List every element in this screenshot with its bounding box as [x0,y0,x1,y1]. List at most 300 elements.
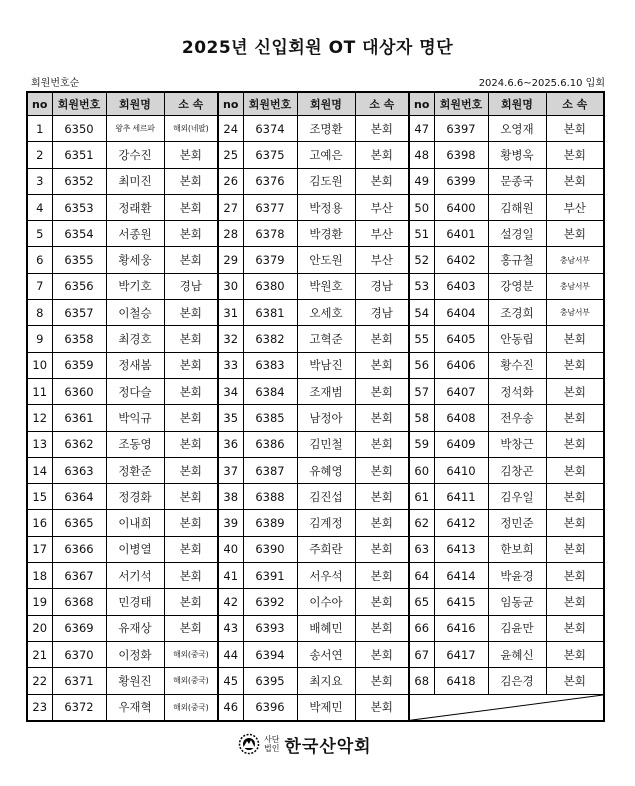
column-header: no [218,92,243,116]
member-name: 이내희 [106,510,164,536]
member-id: 6386 [243,431,297,457]
table-row [27,431,604,457]
member-name: 박정용 [297,194,355,220]
member-aff: 본회 [546,405,604,431]
member-name: 고혁준 [297,326,355,352]
member-name: 우재혁 [106,694,164,721]
member-id: 6417 [434,641,488,667]
member-name: 민경태 [106,589,164,615]
member-name: 남정아 [297,405,355,431]
member-id: 6381 [243,300,297,326]
member-id: 6384 [243,378,297,404]
table-row [27,194,604,220]
member-no: 42 [218,589,243,615]
member-name: 김도원 [297,168,355,194]
table-body [27,116,604,721]
table-row [27,563,604,589]
table-row [27,300,604,326]
table-row [27,273,604,299]
member-id: 6402 [434,247,488,273]
member-aff: 본회 [355,378,409,404]
member-aff: 본회 [164,300,218,326]
member-id: 6355 [52,247,106,273]
member-aff: 본회 [164,247,218,273]
column-header: 소 속 [355,92,409,116]
member-aff: 본회 [355,668,409,694]
table-row [27,326,604,352]
sort-note: 회원번호순 [31,78,80,89]
member-id: 6412 [434,510,488,536]
member-no: 54 [409,300,434,326]
member-name: 김계정 [297,510,355,536]
member-name: 박기호 [106,273,164,299]
member-no: 1 [27,116,52,142]
column-header: no [409,92,434,116]
member-aff: 본회 [164,484,218,510]
member-name: 김민철 [297,431,355,457]
member-no: 32 [218,326,243,352]
member-name: 윤혜신 [488,641,546,667]
member-no: 51 [409,221,434,247]
member-name: 황수진 [488,352,546,378]
table-row [27,484,604,510]
member-no: 38 [218,484,243,510]
member-no: 11 [27,378,52,404]
member-no: 10 [27,352,52,378]
member-no: 43 [218,615,243,641]
member-id: 6362 [52,431,106,457]
member-name: 주희란 [297,536,355,562]
table-row [27,221,604,247]
member-name: 박윤경 [488,563,546,589]
member-id: 6410 [434,457,488,483]
member-id: 6407 [434,378,488,404]
member-name: 정새봄 [106,352,164,378]
logo [238,731,372,757]
member-name: 조동영 [106,431,164,457]
member-aff: 본회 [355,168,409,194]
member-name: 정석화 [488,378,546,404]
member-id: 6397 [434,116,488,142]
member-name: 박익규 [106,405,164,431]
member-name: 정민준 [488,510,546,536]
member-name: 최미진 [106,168,164,194]
member-id: 6353 [52,194,106,220]
member-id: 6393 [243,615,297,641]
member-aff: 본회 [355,536,409,562]
member-name: 강수진 [106,142,164,168]
table-row [27,589,604,615]
member-aff: 본회 [546,142,604,168]
member-name: 김은경 [488,668,546,694]
member-id: 6357 [52,300,106,326]
member-name: 정경화 [106,484,164,510]
column-header: 회원명 [106,92,164,116]
member-id: 6361 [52,405,106,431]
table-row [27,668,604,694]
table-row [27,247,604,273]
member-aff: 부산 [355,194,409,220]
table-row [27,694,604,721]
member-no: 34 [218,378,243,404]
member-id: 6396 [243,694,297,721]
member-aff: 본회 [355,431,409,457]
member-id: 6409 [434,431,488,457]
member-no: 57 [409,378,434,404]
member-aff: 본회 [164,431,218,457]
member-aff: 경남 [355,300,409,326]
member-no: 24 [218,116,243,142]
member-id: 6365 [52,510,106,536]
member-name: 이정화 [106,641,164,667]
member-no: 58 [409,405,434,431]
member-id: 6350 [52,116,106,142]
member-id: 6399 [434,168,488,194]
member-id: 6374 [243,116,297,142]
member-no: 44 [218,641,243,667]
member-aff: 부산 [355,247,409,273]
member-name: 홍규철 [488,247,546,273]
member-aff: 본회 [355,641,409,667]
table-row [27,168,604,194]
member-no: 13 [27,431,52,457]
member-id: 6372 [52,694,106,721]
member-no: 31 [218,300,243,326]
member-id: 6398 [434,142,488,168]
logo-corp-label [264,735,279,753]
column-header: 회원번호 [243,92,297,116]
period-note: 2024.6.6~2025.6.10 입회 [478,78,605,89]
member-name: 유혜영 [297,457,355,483]
member-aff: 본회 [355,563,409,589]
member-no: 2 [27,142,52,168]
member-no: 39 [218,510,243,536]
member-name: 김우일 [488,484,546,510]
member-id: 6413 [434,536,488,562]
member-aff: 경남 [164,273,218,299]
member-name: 김윤만 [488,615,546,641]
member-id: 6379 [243,247,297,273]
member-no: 25 [218,142,243,168]
member-id: 6387 [243,457,297,483]
member-name: 강영분 [488,273,546,299]
member-name: 이수아 [297,589,355,615]
member-aff: 해외(중국) [164,668,218,694]
member-name: 전우송 [488,405,546,431]
member-name: 박경환 [297,221,355,247]
member-no: 17 [27,536,52,562]
member-name: 배혜민 [297,615,355,641]
member-name: 서종원 [106,221,164,247]
member-aff: 본회 [355,326,409,352]
member-id: 6351 [52,142,106,168]
column-header: 회원명 [488,92,546,116]
member-name: 박창근 [488,431,546,457]
member-no: 64 [409,563,434,589]
member-id: 6416 [434,615,488,641]
member-aff: 본회 [546,431,604,457]
member-no: 26 [218,168,243,194]
member-name: 임동균 [488,589,546,615]
member-aff: 본회 [546,563,604,589]
member-name: 박남진 [297,352,355,378]
member-aff: 본회 [164,536,218,562]
member-aff: 경남 [355,273,409,299]
column-header: 소 속 [546,92,604,116]
member-id: 6385 [243,405,297,431]
column-header: no [27,92,52,116]
member-no: 49 [409,168,434,194]
member-aff: 충남서부 [546,300,604,326]
member-aff: 본회 [164,589,218,615]
member-aff: 본회 [355,352,409,378]
member-no: 9 [27,326,52,352]
header-row [27,92,604,116]
member-aff: 본회 [546,221,604,247]
member-aff: 본회 [546,536,604,562]
member-name: 서기석 [106,563,164,589]
member-id: 6364 [52,484,106,510]
member-id: 6383 [243,352,297,378]
member-id: 6403 [434,273,488,299]
member-no: 46 [218,694,243,721]
member-id: 6377 [243,194,297,220]
member-aff: 충남서부 [546,273,604,299]
member-aff: 부산 [546,194,604,220]
member-no: 14 [27,457,52,483]
member-aff: 본회 [164,142,218,168]
table-row [27,116,604,142]
member-aff: 본회 [164,352,218,378]
member-id: 6391 [243,563,297,589]
member-aff: 부산 [355,221,409,247]
member-no: 48 [409,142,434,168]
table-row [27,352,604,378]
member-no: 59 [409,431,434,457]
member-no: 53 [409,273,434,299]
member-name: 이철승 [106,300,164,326]
member-no: 7 [27,273,52,299]
member-name: 황원진 [106,668,164,694]
member-aff: 본회 [355,615,409,641]
member-name: 박제민 [297,694,355,721]
member-aff: 본회 [546,484,604,510]
member-no: 35 [218,405,243,431]
member-name: 안동립 [488,326,546,352]
member-name: 설경일 [488,221,546,247]
member-no: 66 [409,615,434,641]
member-name: 김진섭 [297,484,355,510]
member-no: 20 [27,615,52,641]
member-aff: 본회 [546,378,604,404]
member-name: 황세웅 [106,247,164,273]
logo-corp-bottom: 법인 [264,744,280,753]
member-name: 서우석 [297,563,355,589]
member-name: 고예은 [297,142,355,168]
member-id: 6404 [434,300,488,326]
member-name: 정래환 [106,194,164,220]
member-id: 6389 [243,510,297,536]
logo-corp-top: 사단 [264,735,280,744]
member-no: 61 [409,484,434,510]
member-id: 6390 [243,536,297,562]
member-id: 6392 [243,589,297,615]
member-id: 6414 [434,563,488,589]
member-id: 6371 [52,668,106,694]
member-id: 6366 [52,536,106,562]
member-id: 6380 [243,273,297,299]
table-row [27,510,604,536]
member-id: 6369 [52,615,106,641]
member-aff: 본회 [355,457,409,483]
member-no: 56 [409,352,434,378]
member-aff: 본회 [355,116,409,142]
mountain-emblem-icon [238,733,260,755]
member-aff: 본회 [164,326,218,352]
member-name: 박원호 [297,273,355,299]
member-name: 최경호 [106,326,164,352]
member-name: 김해원 [488,194,546,220]
member-no: 4 [27,194,52,220]
member-aff: 본회 [546,457,604,483]
member-aff: 해외(중국) [164,694,218,721]
member-no: 40 [218,536,243,562]
member-aff: 본회 [355,405,409,431]
member-aff: 해외(네팔) [164,116,218,142]
member-id: 6376 [243,168,297,194]
member-aff: 본회 [164,378,218,404]
member-no: 68 [409,668,434,694]
table-row [27,405,604,431]
member-no: 60 [409,457,434,483]
member-name: 왕추 세르파 [106,116,164,142]
member-no: 6 [27,247,52,273]
table-row [27,536,604,562]
member-name: 조재범 [297,378,355,404]
member-no: 50 [409,194,434,220]
member-id: 6395 [243,668,297,694]
member-aff: 본회 [546,615,604,641]
member-id: 6354 [52,221,106,247]
member-no: 23 [27,694,52,721]
member-aff: 본회 [546,510,604,536]
member-aff: 충남서부 [546,247,604,273]
member-id: 6367 [52,563,106,589]
member-id: 6388 [243,484,297,510]
member-no: 30 [218,273,243,299]
member-no: 5 [27,221,52,247]
member-name: 오영재 [488,116,546,142]
table-row [27,641,604,667]
member-no: 15 [27,484,52,510]
member-name: 안도원 [297,247,355,273]
member-id: 6375 [243,142,297,168]
member-name: 문종국 [488,168,546,194]
member-aff: 본회 [164,405,218,431]
member-id: 6370 [52,641,106,667]
member-aff: 본회 [164,457,218,483]
document-title: 2025년 신입회원 OT 대상자 명단 [181,38,454,58]
member-no: 33 [218,352,243,378]
member-no: 28 [218,221,243,247]
table-row [27,378,604,404]
member-no: 62 [409,510,434,536]
member-no: 55 [409,326,434,352]
member-aff: 본회 [164,615,218,641]
member-no: 47 [409,116,434,142]
member-id: 6406 [434,352,488,378]
empty-cell [409,694,604,721]
table-row [27,457,604,483]
member-id: 6408 [434,405,488,431]
member-table [26,91,605,722]
member-no: 41 [218,563,243,589]
member-aff: 본회 [164,168,218,194]
member-aff: 본회 [164,563,218,589]
member-aff: 본회 [355,510,409,536]
member-aff: 본회 [164,221,218,247]
member-no: 21 [27,641,52,667]
member-id: 6400 [434,194,488,220]
member-name: 최지요 [297,668,355,694]
member-no: 45 [218,668,243,694]
column-header: 회원명 [297,92,355,116]
member-id: 6394 [243,641,297,667]
column-header: 회원번호 [434,92,488,116]
member-no: 67 [409,641,434,667]
member-no: 52 [409,247,434,273]
member-aff: 본회 [546,352,604,378]
member-name: 조경희 [488,300,546,326]
member-aff: 본회 [546,168,604,194]
member-aff: 본회 [164,194,218,220]
member-no: 19 [27,589,52,615]
member-no: 12 [27,405,52,431]
member-id: 6368 [52,589,106,615]
member-id: 6411 [434,484,488,510]
member-name: 오세호 [297,300,355,326]
member-name: 이병열 [106,536,164,562]
member-aff: 본회 [546,116,604,142]
member-aff: 본회 [164,510,218,536]
member-id: 6360 [52,378,106,404]
member-id: 6358 [52,326,106,352]
member-aff: 본회 [355,694,409,721]
member-no: 27 [218,194,243,220]
member-no: 63 [409,536,434,562]
member-id: 6405 [434,326,488,352]
member-name: 조명환 [297,116,355,142]
member-id: 6363 [52,457,106,483]
member-aff: 본회 [355,142,409,168]
logo-org-name: 한국산악회 [284,736,372,757]
member-id: 6352 [52,168,106,194]
member-aff: 본회 [546,641,604,667]
member-no: 8 [27,300,52,326]
member-no: 3 [27,168,52,194]
member-aff: 본회 [546,589,604,615]
member-name: 정환준 [106,457,164,483]
member-no: 16 [27,510,52,536]
member-id: 6378 [243,221,297,247]
member-no: 22 [27,668,52,694]
member-no: 18 [27,563,52,589]
member-aff: 본회 [355,484,409,510]
member-name: 김창곤 [488,457,546,483]
column-header: 회원번호 [52,92,106,116]
member-id: 6418 [434,668,488,694]
table-row [27,615,604,641]
